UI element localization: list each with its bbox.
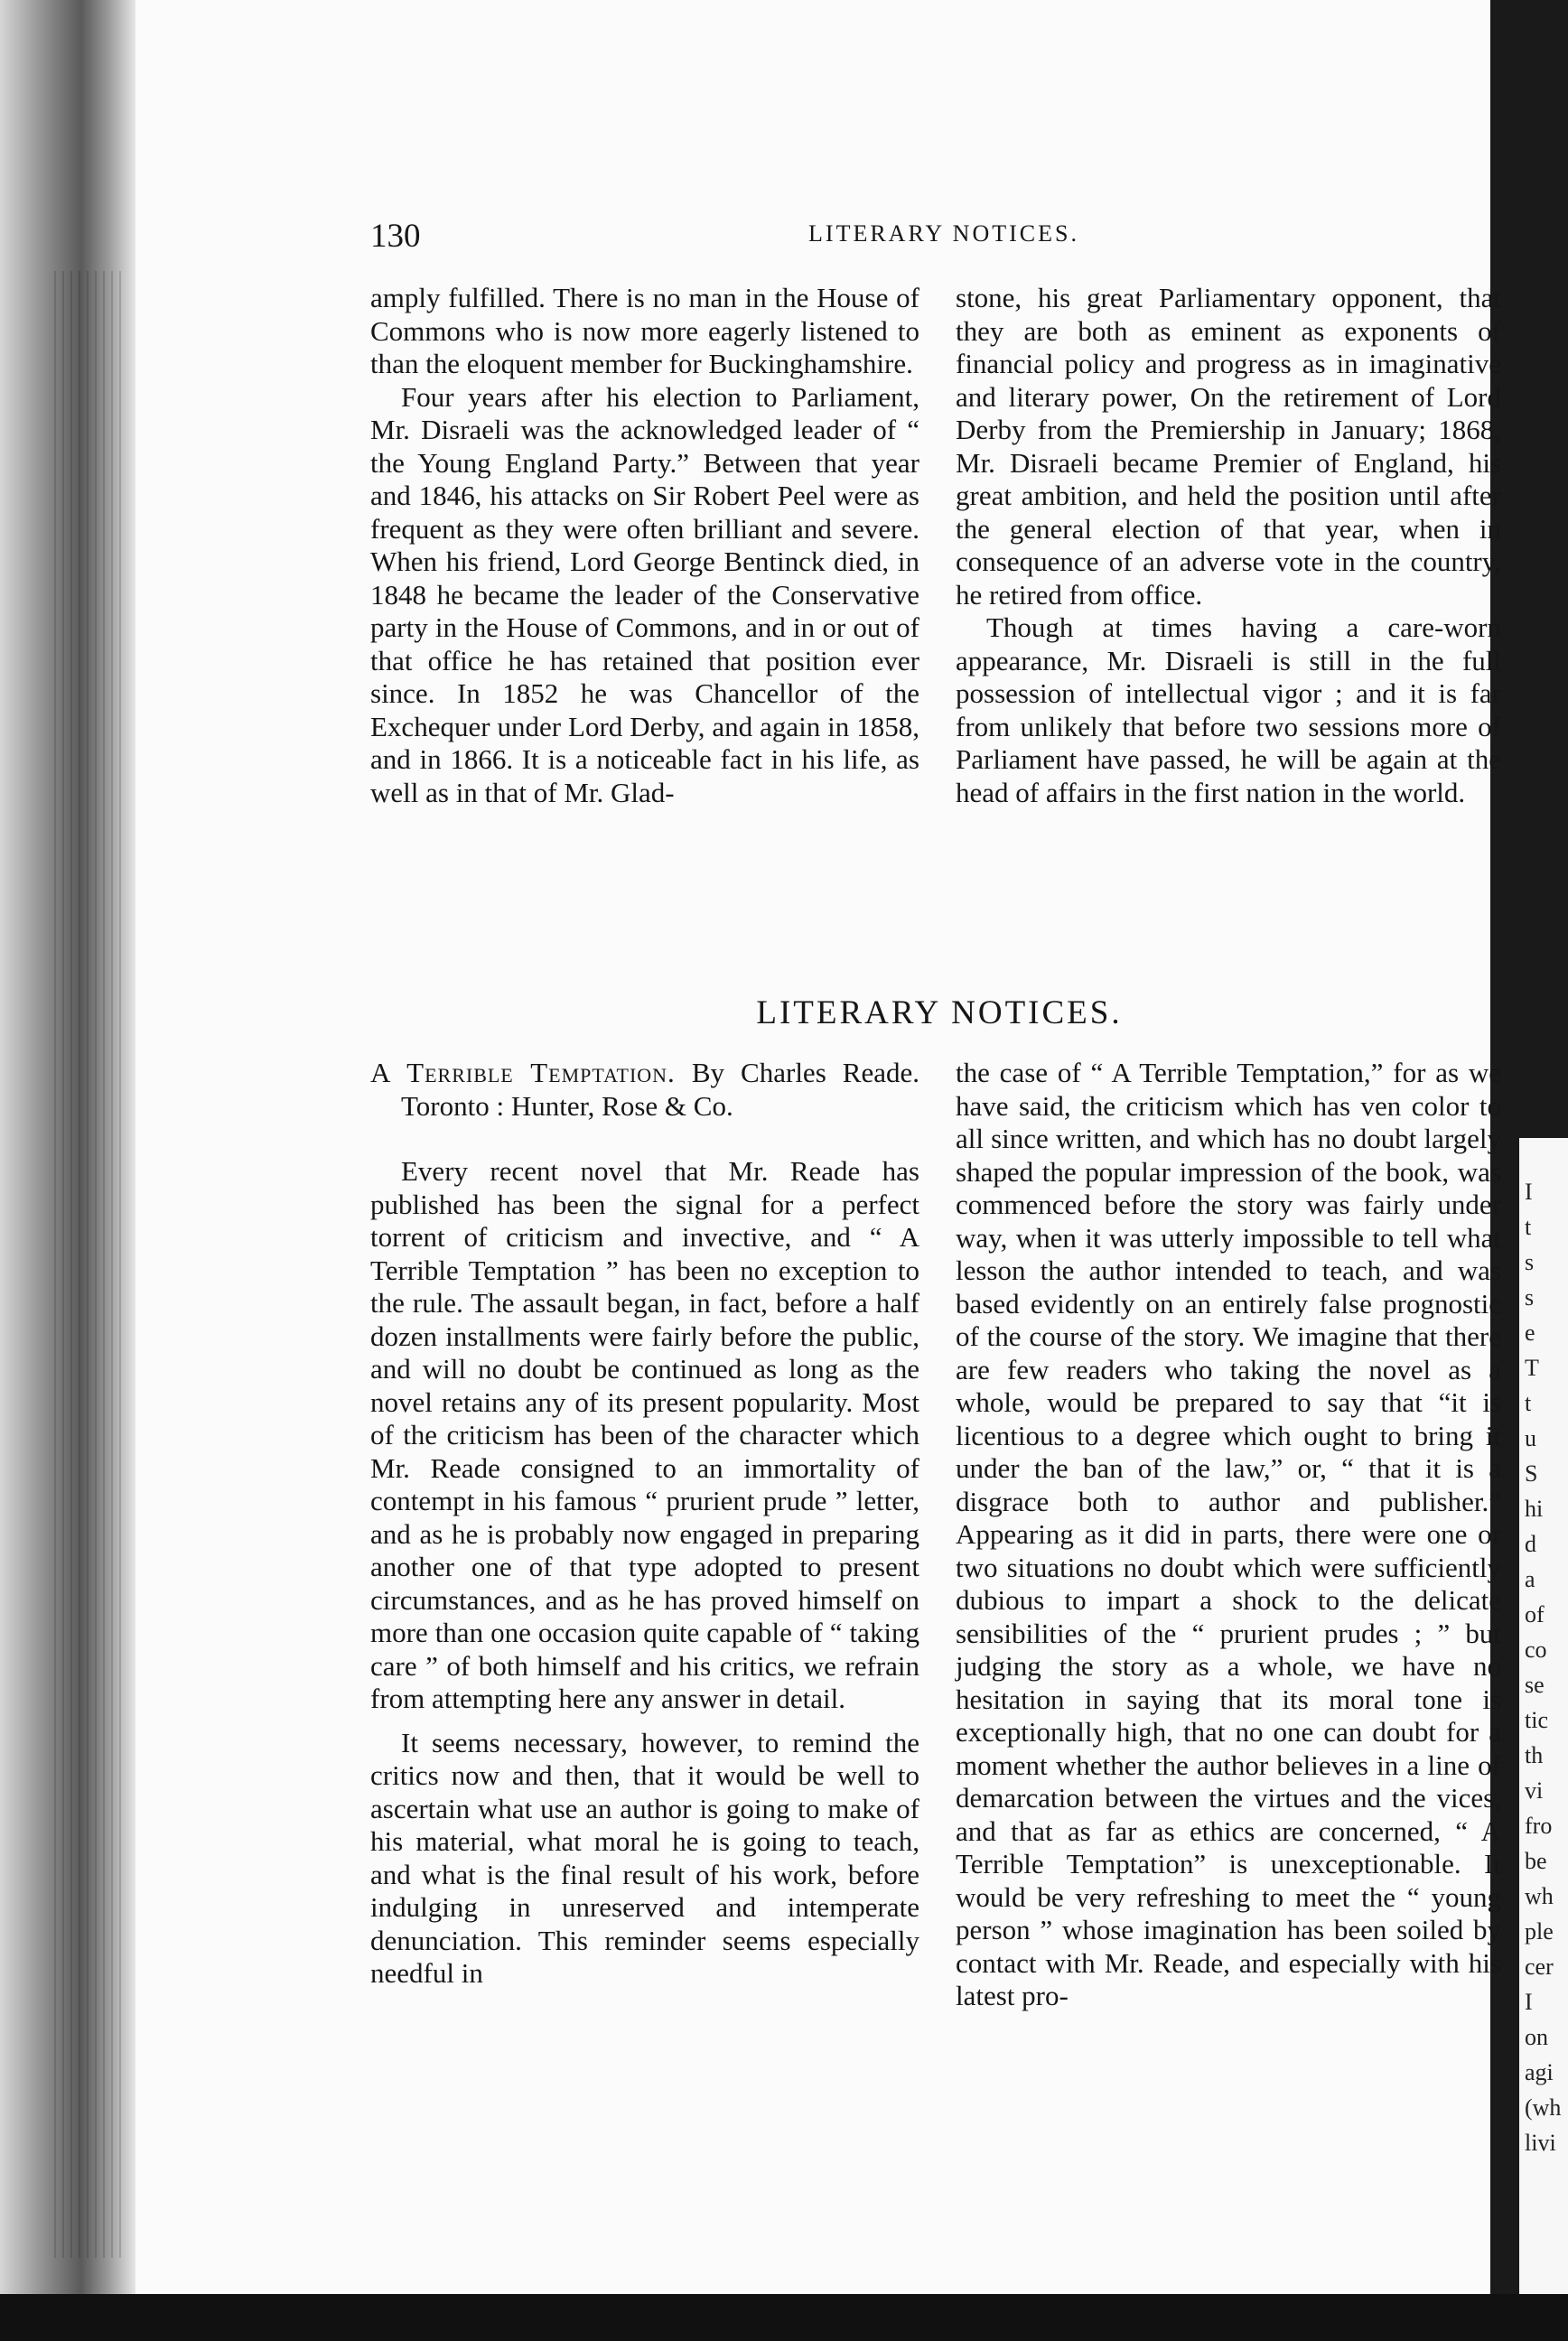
bottom-scan-edge [0, 2294, 1568, 2341]
facing-page-fragment: T [1525, 1355, 1539, 1381]
top-column-left [370, 282, 919, 809]
facing-page-fragment: hi [1525, 1496, 1544, 1522]
facing-page-fragment: wh [1525, 1883, 1554, 1909]
review-column-right [956, 1057, 1501, 2013]
paragraph: It seems necessary, however, to remind the critics now and then, that it would be well to ascertain what use an author is going to make of his material, what moral he is going to teach, and what is the final result of his work, before indulging in unreserved and intemperate denunciation. This reminder seems especially needful in [370, 1726, 919, 1989]
facing-page-fragment: be [1525, 1848, 1547, 1874]
facing-page-fragment: livi [1525, 2130, 1556, 2156]
facing-page-fragment: cer [1525, 1954, 1554, 1980]
paragraph: the case of “ A Terrible Temptation,” for as we have said, the criticism which has ven color to all since written, and which has no doubt largely shaped the popular impression of the book, was commenced before the story was fairly under way, when it was utterly impossible to tell what lesson the author intended to teach, and was based evidently on an entirely false prognostic of the course of the story. We imagine that there are few readers who taking the novel as a whole, would be prepared to say that “it is licentious to a degree which ought to bring it under the ban of the law,” or, “ that it is a disgrace both to author and publisher.” Appearing as it did in parts, there were one or two situations no doubt which were sufficiently dubious to impart a shock to the delicate sensibilities of the “ prurient prudes ; ” but judging the story as a whole, we have no hesitation in saying that its moral tone is exceptionally high, that no one can doubt for a moment whether the author believes in a line of demarcation between the virtues and the vices, and that as far as ethics are concerned, “ A Terrible Temptation” is unexceptionable. It would be very refreshing to meet the “ young person ” whose imagination has been soiled by contact with Mr. Reade, and especially with his latest pro- [956, 1057, 1501, 2011]
facing-page-fragment: t [1525, 1214, 1532, 1240]
facing-page-fragment: on [1525, 2024, 1548, 2050]
facing-page-fragment: vi [1525, 1777, 1544, 1804]
facing-page-fragment: I [1525, 1989, 1533, 2015]
book-title: A Terrible Temptation. [370, 1057, 676, 1088]
facing-page-fragment: co [1525, 1637, 1547, 1663]
facing-page-fragment: tic [1525, 1707, 1548, 1733]
facing-page-fragment: fro [1525, 1813, 1553, 1839]
facing-page-fragment: (wh [1525, 2094, 1562, 2121]
section-title: LITERARY NOTICES. [756, 994, 1123, 1031]
page-edge-lines [54, 271, 126, 2258]
facing-page-fragment: th [1525, 1742, 1544, 1768]
book-byline: By Charles Reade. Toronto : Hunter, Rose & Co. [401, 1057, 919, 1122]
facing-page-fragment: S [1525, 1460, 1538, 1487]
facing-page-fragment: agi [1525, 2059, 1554, 2085]
running-head [370, 217, 1517, 253]
facing-page-fragment: t [1525, 1390, 1532, 1416]
facing-page-fragment: d [1525, 1531, 1536, 1557]
running-head-title: LITERARY NOTICES. [808, 220, 1079, 247]
facing-page-fragment: se [1525, 1672, 1545, 1698]
facing-page-fragment: s [1525, 1284, 1535, 1310]
top-column-right [956, 282, 1501, 809]
facing-page-fragment: ple [1525, 1918, 1554, 1945]
facing-page-fragment: I [1525, 1179, 1533, 1205]
facing-page-fragment: s [1525, 1249, 1535, 1275]
paragraph: Four years after his election to Parliament, Mr. Disraeli was the acknowledged leader of “ the Young England Party.” Between that year and 1846, his attacks on Sir Robert Peel were as frequent as they were often brilliant and severe. When his friend, Lord George Bentinck died, in 1848 he became the leader of the Conservative party in the House of Commons, and in or out of that office he has retained that position ever since. In 1852 he was Chancellor of the Exchequer under Lord Derby, and again in 1858, and in 1866. It is a noticeable fact in his life, as well as in that of Mr. Glad- [370, 380, 919, 808]
facing-page-fragment: e [1525, 1320, 1535, 1346]
paragraph: Every recent novel that Mr. Reade has published has been the signal for a perfect torrent of criticism and invective, and “ A Terrible Temptation ” has been no exception to the rule. The assault began, in fact, before a half dozen installments were fairly before the public, and will no doubt be continued as long as the novel retains any of its present popularity. Most of the criticism has been of the character which Mr. Reade consigned to an immortality of contempt in his famous “ prurient prude ” letter, and as he is probably now engaged in preparing another one of that type adopted to present circumstances, and as he has proved himself on more than one occasion quite capable of “ taking care ” of both himself and his critics, we refrain from attempting here any answer in detail. [370, 1155, 919, 1714]
paragraph: Though at times having a care-worn appearance, Mr. Disraeli is still in the full possession of intellectual vigor ; and it is far from unlikely that before two sessions more of Parliament have passed, he will be again at the head of affairs in the first nation in the world. [956, 611, 1501, 808]
book-heading [370, 1057, 919, 1123]
review-column-left [370, 1057, 919, 1991]
facing-page-text [1525, 1174, 1568, 2160]
facing-page-fragment: of [1525, 1601, 1545, 1628]
paragraph: stone, his great Parliamentary opponent, that they are both as eminent as exponents of financial policy and progress as in imaginative and literary power, On the retirement of Lord Derby from the Premiership in January; 1868, Mr. Disraeli became Premier of England, his great ambition, and held the position until after the general election of that year, when in consequence of an adverse vote in the country, he retired from office. [956, 282, 1501, 611]
paragraph: amply fulfilled. There is no man in the House of Commons who is now more eagerly listened to than the eloquent member for Buckinghamshire. [370, 282, 919, 379]
page-number: 130 [370, 218, 421, 255]
facing-page-fragment: u [1525, 1425, 1536, 1451]
facing-page-fragment: a [1525, 1566, 1535, 1592]
